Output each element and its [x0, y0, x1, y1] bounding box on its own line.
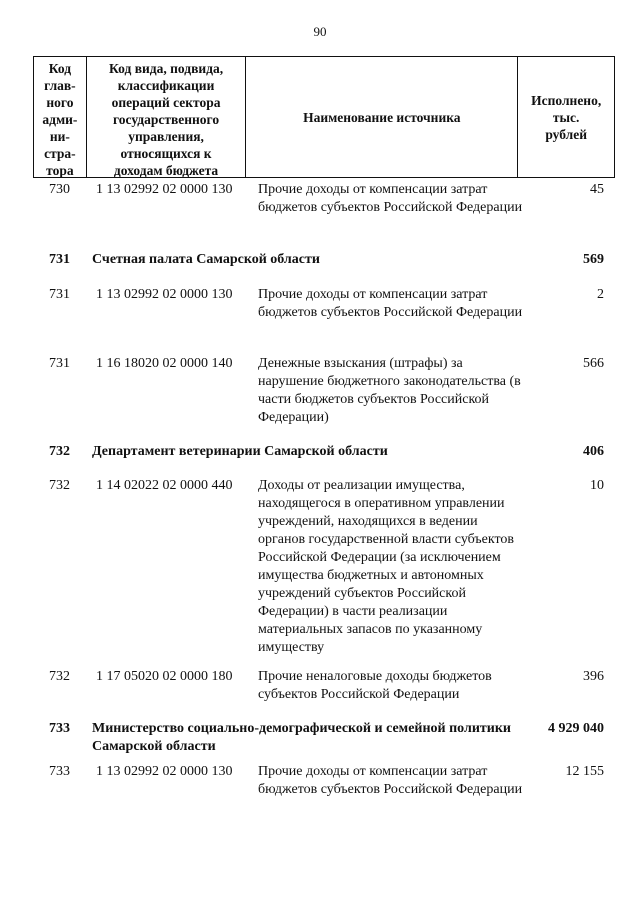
- row-code: 733: [49, 764, 70, 779]
- row-amount: 566: [583, 356, 604, 371]
- org-name: Министерство социально-демографической и семейной политики Самарской области: [92, 721, 511, 754]
- org-name: Департамент ветеринарии Самарской области: [92, 444, 388, 459]
- row-kbk: 1 13 02992 02 0000 130: [96, 182, 233, 197]
- header-code-line: адми-: [42, 112, 78, 127]
- header-code-column: [34, 57, 87, 177]
- org-amount: 406: [583, 444, 604, 459]
- header-code-line: ного: [46, 95, 74, 110]
- row-kbk: 1 17 05020 02 0000 180: [96, 669, 233, 684]
- header-kbk-line: классификации: [117, 78, 215, 93]
- header-kbk-line: управления,: [128, 129, 204, 144]
- row-name: Прочие доходы от компенсации затрат бюджетов субъектов Российской Федерации: [258, 764, 523, 797]
- row-amount: 10: [590, 478, 604, 493]
- row-amount: 45: [590, 182, 604, 197]
- org-amount: 569: [583, 252, 604, 267]
- header-name-column: [246, 57, 518, 177]
- header-code-line: тора: [46, 163, 74, 178]
- row-name: Прочие доходы от компенсации затрат бюджетов субъектов Российской Федерации: [258, 287, 523, 320]
- row-code: 732: [49, 478, 70, 493]
- header-amount-column: [518, 57, 614, 177]
- row-name: Доходы от реализации имущества, находящегося в оперативном управлении учреждений, находящихся в ведении органов государственной власти субъектов Российской Федерации (за исключением имущества бюджетных и автономных учреждений субъектов Российской Федерации) в части реализации материальных запасов по указанному имуществу: [258, 478, 515, 655]
- row-amount: 12 155: [565, 764, 604, 779]
- org-code: 731: [49, 252, 70, 267]
- row-kbk: 1 14 02022 02 0000 440: [96, 478, 233, 493]
- table-header: [33, 56, 615, 178]
- row-kbk: 1 13 02992 02 0000 130: [96, 287, 233, 302]
- header-kbk-column: [87, 57, 246, 177]
- row-code: 732: [49, 669, 70, 684]
- org-name: Счетная палата Самарской области: [92, 252, 320, 267]
- header-amount-line: Исполнено,: [531, 92, 602, 108]
- header-code-line: глав-: [44, 78, 76, 93]
- row-amount: 396: [583, 669, 604, 684]
- header-amount-line: рублей: [545, 126, 587, 142]
- org-code: 733: [49, 721, 70, 736]
- row-name: Денежные взыскания (штрафы) за нарушение бюджетного законодательства (в части бюджетов субъектов Российской Федерации): [258, 356, 521, 425]
- header-name-label: Наименование источника: [303, 109, 461, 125]
- row-amount: 2: [597, 287, 604, 302]
- row-code: 730: [49, 182, 70, 197]
- header-kbk-line: операций сектора: [111, 95, 221, 110]
- header-code-line: ни-: [49, 129, 70, 144]
- header-kbk-line: Код вида, подвида,: [109, 61, 224, 76]
- header-code-line: стра-: [44, 146, 76, 161]
- page-number: 90: [313, 24, 327, 39]
- header-kbk-line: доходам бюджета: [113, 163, 219, 178]
- org-code: 732: [49, 444, 70, 459]
- row-code: 731: [49, 356, 70, 371]
- header-kbk-line: относящихся к: [120, 146, 212, 161]
- row-kbk: 1 13 02992 02 0000 130: [96, 764, 233, 779]
- row-name: Прочие доходы от компенсации затрат бюджетов субъектов Российской Федерации: [258, 182, 523, 215]
- header-code-line: Код: [48, 61, 72, 76]
- row-name: Прочие неналоговые доходы бюджетов субъектов Российской Федерации: [258, 669, 492, 702]
- header-amount-line: тыс.: [552, 109, 580, 125]
- row-code: 731: [49, 287, 70, 302]
- org-amount: 4 929 040: [548, 721, 604, 736]
- header-kbk-line: государственного: [113, 112, 220, 127]
- row-kbk: 1 16 18020 02 0000 140: [96, 356, 233, 371]
